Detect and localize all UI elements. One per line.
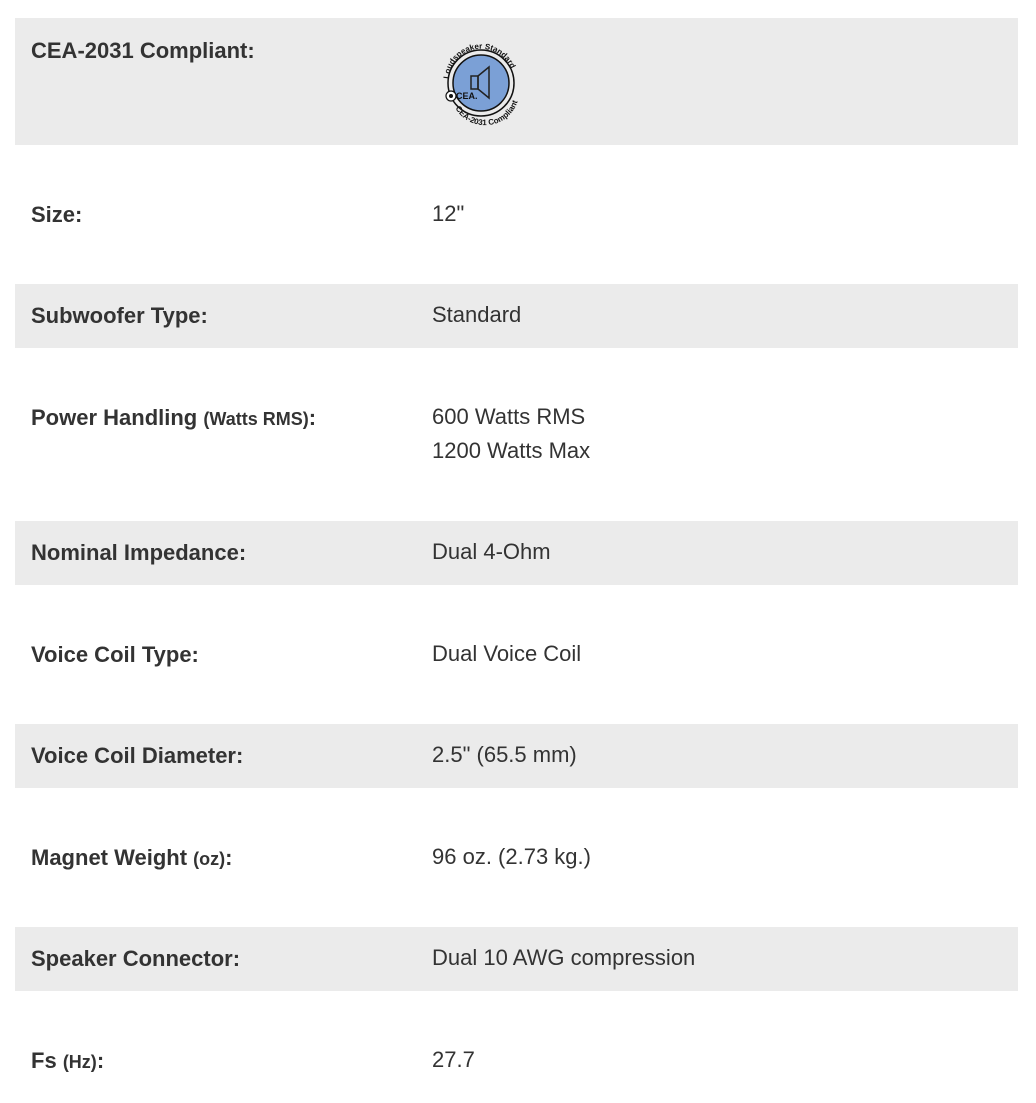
spec-label-suffix: : — [96, 1048, 105, 1073]
spec-table — [15, 18, 1018, 1091]
spec-row-subwoofer-type — [15, 284, 1018, 348]
spec-value-voice-coil-diameter — [432, 738, 577, 772]
spec-label-magnet-weight — [31, 845, 232, 871]
spec-label-fs — [31, 1048, 104, 1074]
spec-label-unit: (oz) — [193, 849, 226, 869]
spec-value-size — [432, 197, 464, 231]
spec-row-cea-2031 — [15, 18, 1018, 145]
spec-label-text: Magnet Weight — [31, 845, 188, 870]
spec-label-speaker-connector: Speaker Connector: — [31, 946, 241, 971]
badge-bottom-text: CEA-2031 Compliant — [453, 99, 520, 127]
cea-logo — [446, 91, 478, 101]
spec-value-line: Dual Voice Coil — [432, 641, 582, 666]
spec-label-text: Power Handling — [31, 405, 198, 430]
spec-row-magnet-weight — [15, 788, 1018, 927]
spec-value-fs — [432, 1043, 475, 1077]
spec-row-speaker-connector — [15, 927, 1018, 991]
spec-row-voice-coil-diameter — [15, 724, 1018, 788]
spec-value-nominal-impedance — [432, 535, 551, 569]
spec-row-nominal-impedance — [15, 521, 1018, 585]
spec-row-fs — [15, 991, 1018, 1091]
spec-row-power-handling — [15, 348, 1018, 521]
spec-label-unit: (Watts RMS) — [203, 409, 309, 429]
spec-value-line: 600 Watts RMS — [432, 404, 586, 429]
spec-label-suffix: : — [225, 845, 233, 870]
spec-value-line: Dual 10 AWG compression — [432, 945, 696, 970]
spec-label-size: Size: — [31, 202, 83, 227]
spec-value-line: 2.5" (65.5 mm) — [432, 742, 577, 767]
spec-value-line: 1200 Watts Max — [432, 438, 591, 463]
spec-label-text: Fs — [31, 1048, 57, 1073]
spec-label-cea-2031: CEA-2031 Compliant: — [31, 38, 255, 63]
spec-label-unit: (Hz) — [62, 1052, 97, 1072]
spec-label-power-handling — [31, 405, 316, 431]
spec-value-power-handling — [432, 400, 590, 468]
spec-value-line: 96 oz. (2.73 kg.) — [432, 844, 591, 869]
spec-label-voice-coil-diameter: Voice Coil Diameter: — [31, 743, 244, 768]
spec-value-subwoofer-type — [432, 298, 521, 332]
spec-row-size — [15, 145, 1018, 284]
spec-value-line: Standard — [432, 302, 522, 327]
badge-top-text: Loudspeaker Standard — [441, 41, 518, 80]
svg-text:CEA.: CEA. — [456, 91, 478, 101]
spec-value-line: 27.7 — [432, 1047, 475, 1072]
spec-value-line: 12" — [432, 201, 465, 226]
cea-2031-badge — [429, 37, 529, 127]
spec-label-suffix: : — [308, 405, 317, 430]
cea-badge-graphic — [429, 37, 529, 127]
badge-circle — [453, 55, 509, 111]
spec-label-voice-coil-type: Voice Coil Type: — [31, 642, 199, 667]
spec-row-voice-coil-type — [15, 585, 1018, 724]
spec-value-magnet-weight — [432, 840, 591, 874]
spec-value-line: Dual 4-Ohm — [432, 539, 551, 564]
spec-value-voice-coil-type — [432, 637, 581, 671]
spec-value-speaker-connector — [432, 941, 695, 975]
spec-label-subwoofer-type: Subwoofer Type: — [31, 303, 208, 328]
spec-label-nominal-impedance: Nominal Impedance: — [31, 540, 247, 565]
